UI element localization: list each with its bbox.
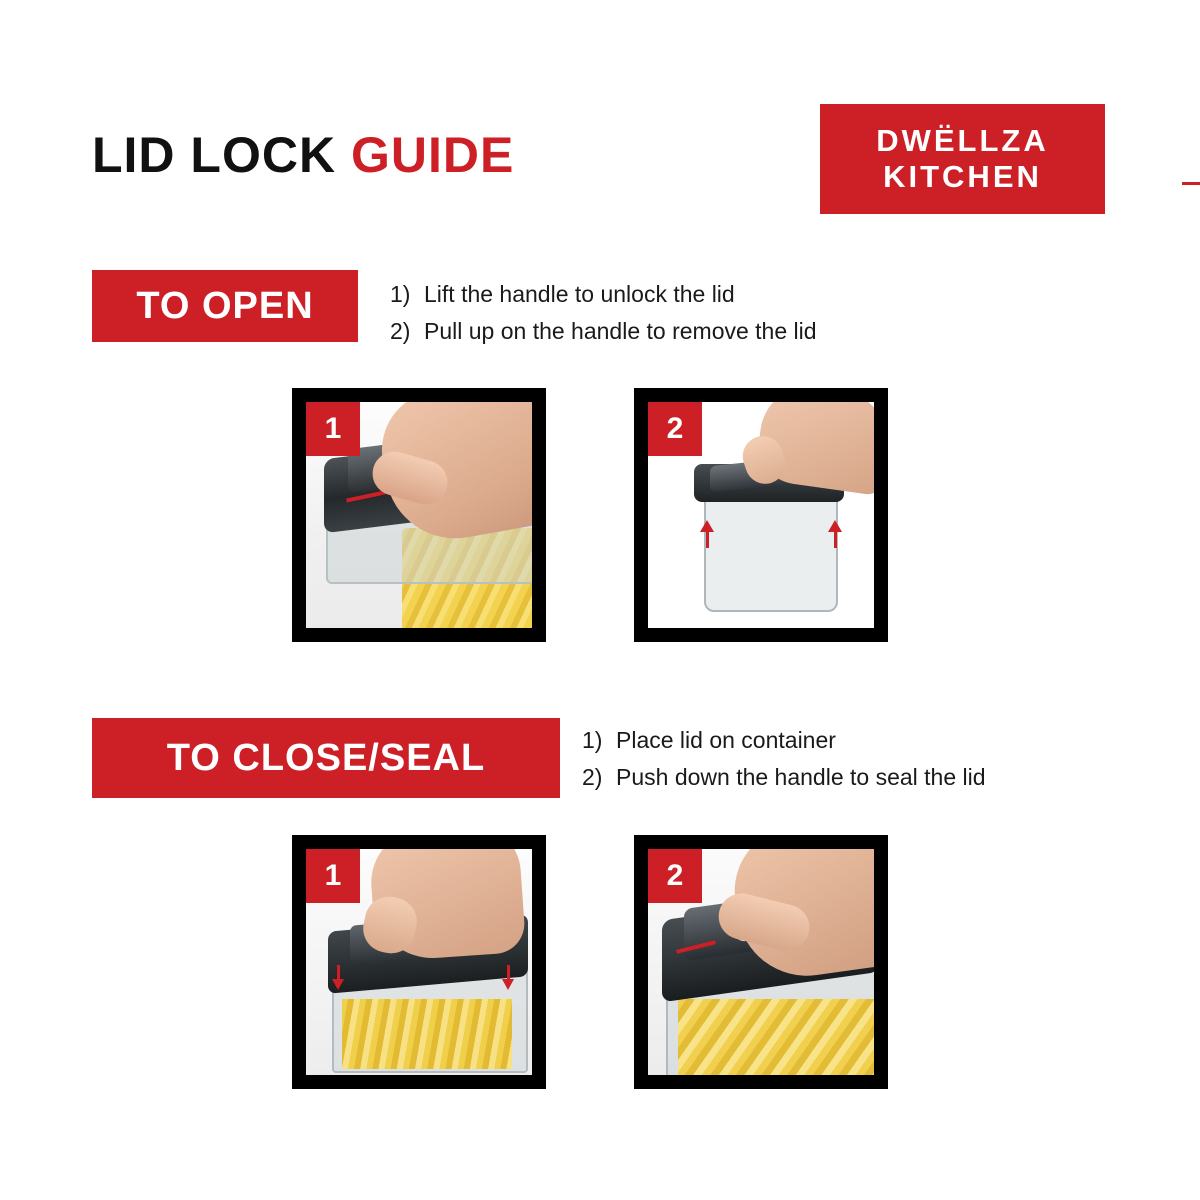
photo-panel-close-step-1 <box>292 835 546 1089</box>
step-badge: 2 <box>648 849 702 903</box>
section-header-to-open-label: TO OPEN <box>136 284 314 327</box>
arrow-up-left-icon <box>700 520 714 548</box>
photo-panel-open-step-1 <box>292 388 546 642</box>
arrow-down-right-icon <box>502 965 514 990</box>
page-title <box>92 127 515 183</box>
instructions-to-close-seal <box>582 722 986 796</box>
brand-line-2: KITCHEN <box>883 159 1042 194</box>
arrow-up-right-icon <box>828 520 842 548</box>
step-badge: 1 <box>306 402 360 456</box>
brand-underline-rule <box>1182 182 1200 185</box>
step-number: 1) <box>390 281 411 307</box>
pasta-contents <box>342 999 512 1069</box>
step-number: 2) <box>582 763 603 790</box>
instruction-line <box>582 759 986 796</box>
page-title-main: LID LOCK <box>92 127 351 183</box>
step-number: 1) <box>582 727 603 753</box>
container-body <box>704 496 838 612</box>
pasta-contents <box>678 999 874 1079</box>
instruction-line <box>390 313 817 350</box>
page-title-accent: GUIDE <box>350 127 515 183</box>
brand-logo <box>820 104 1105 214</box>
step-text: Lift the handle to unlock the lid <box>424 281 735 307</box>
instruction-line <box>582 722 986 759</box>
photo-panel-close-step-2 <box>634 835 888 1089</box>
brand-line-1: DWËLLZA <box>876 123 1049 159</box>
step-text: Push down the handle to seal the lid <box>616 763 986 790</box>
step-badge: 2 <box>648 402 702 456</box>
arrow-down-left-icon <box>332 965 344 990</box>
step-badge: 1 <box>306 849 360 903</box>
section-header-to-close-seal <box>92 718 560 798</box>
instruction-line <box>390 276 817 313</box>
section-header-to-open <box>92 270 358 342</box>
photo-panel-open-step-2 <box>634 388 888 642</box>
step-text: Pull up on the handle to remove the lid <box>424 317 817 344</box>
step-number: 2) <box>390 317 411 344</box>
section-header-to-close-seal-label: TO CLOSE/SEAL <box>166 736 486 779</box>
step-text: Place lid on container <box>616 727 836 753</box>
instructions-to-open <box>390 276 817 350</box>
